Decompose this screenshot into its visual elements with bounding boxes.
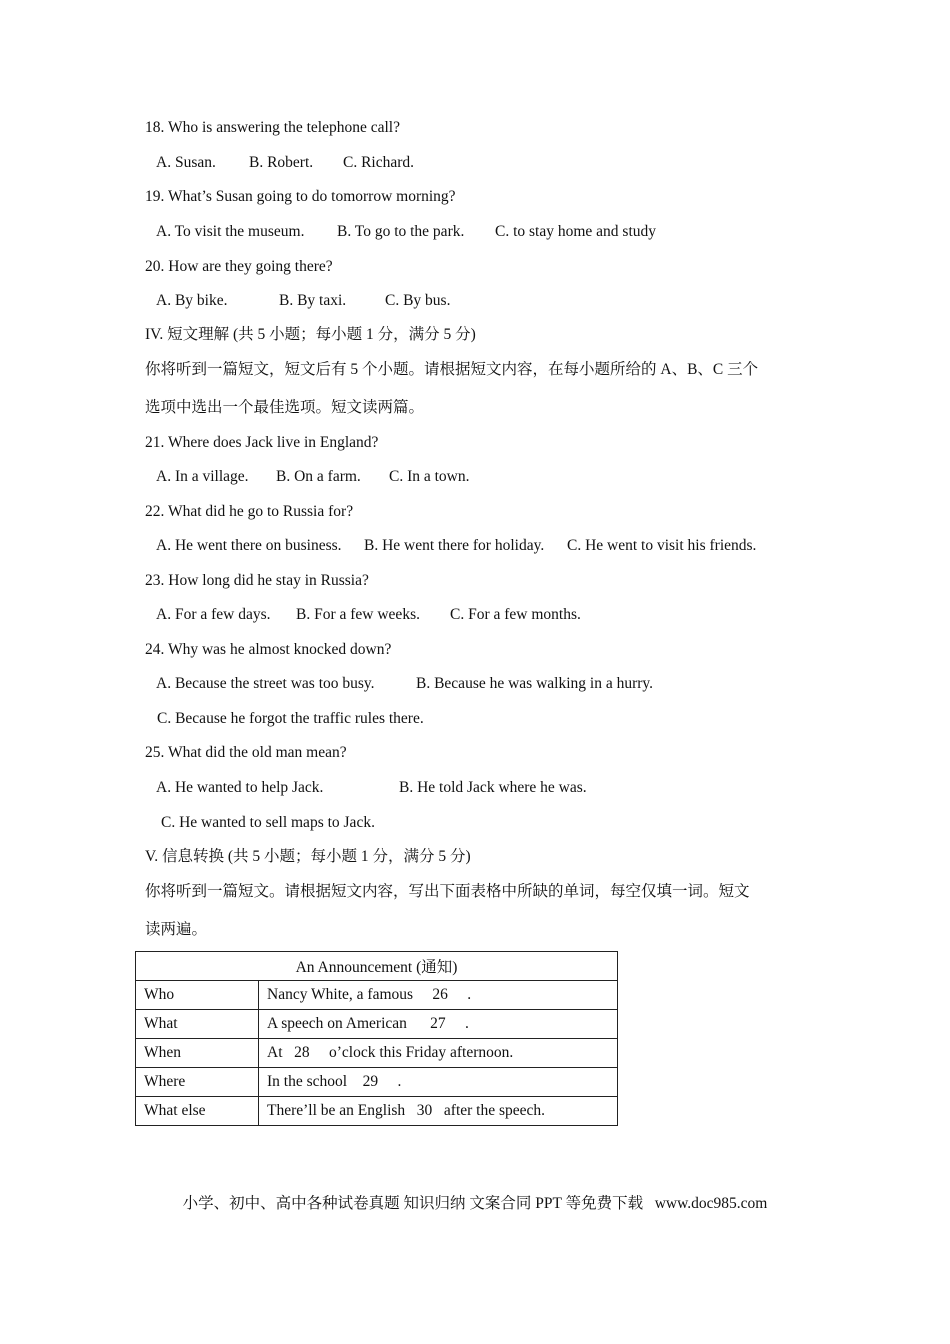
table-header-row <box>136 952 618 981</box>
q23-option-b: B. For a few weeks. <box>296 606 420 623</box>
q19-option-a: A. To visit the museum. <box>156 223 305 240</box>
q24-option-a: A. Because the street was too busy. <box>156 675 375 692</box>
row-content: At 28 o’clock this Friday afternoon. <box>259 1039 618 1068</box>
row-label: Who <box>136 981 259 1010</box>
section-4-instruction-2: 选项中选出一个最佳选项。短文读两篇。 <box>145 399 425 416</box>
q20-option-c: C. By bus. <box>385 292 451 309</box>
q21-option-a: A. In a village. <box>156 468 249 485</box>
question-22: 22. What did he go to Russia for? <box>145 503 354 520</box>
row-content: Nancy White, a famous 26 . <box>259 981 618 1010</box>
row-content: In the school 29 . <box>259 1068 618 1097</box>
row-label: When <box>136 1039 259 1068</box>
q25-option-a: A. He wanted to help Jack. <box>156 779 324 796</box>
q18-option-c: C. Richard. <box>343 154 415 171</box>
q22-option-a: A. He went there on business. <box>156 537 342 554</box>
row-label: What else <box>136 1097 259 1126</box>
section-4-instruction-1: 你将听到一篇短文，短文后有 5 个小题。请根据短文内容，在每小题所给的 A、B、C 三个 <box>145 361 759 378</box>
section-5-instruction-2: 读两遍。 <box>145 921 208 938</box>
question-20: 20. How are they going there? <box>145 258 333 275</box>
section-4-heading: IV. 短文理解 (共 5 小题；每小题 1 分，满分 5 分) <box>145 326 476 343</box>
q19-option-c: C. to stay home and study <box>495 223 657 240</box>
row-label: What <box>136 1010 259 1039</box>
q25-option-b: B. He told Jack where he was. <box>399 779 587 796</box>
q18-option-b: B. Robert. <box>249 154 314 171</box>
question-21: 21. Where does Jack live in England? <box>145 434 379 451</box>
page-footer: 小学、初中、高中各种试卷真题 知识归纳 文案合同 PPT 等免费下载 www.doc985.com <box>182 1195 768 1212</box>
question-25: 25. What did the old man mean? <box>145 744 347 761</box>
q22-option-b: B. He went there for holiday. <box>364 537 545 554</box>
row-label: Where <box>136 1068 259 1097</box>
q21-option-b: B. On a farm. <box>276 468 361 485</box>
q20-option-a: A. By bike. <box>156 292 228 309</box>
q21-option-c: C. In a town. <box>389 468 470 485</box>
q19-option-b: B. To go to the park. <box>337 223 465 240</box>
question-23: 23. How long did he stay in Russia? <box>145 572 369 589</box>
row-content: A speech on American 27 . <box>259 1010 618 1039</box>
table-row <box>136 1010 618 1039</box>
table-row <box>136 981 618 1010</box>
section-5-heading: V. 信息转换 (共 5 小题；每小题 1 分，满分 5 分) <box>145 848 471 865</box>
table-row <box>136 1039 618 1068</box>
announcement-table <box>135 951 618 1126</box>
question-24: 24. Why was he almost knocked down? <box>145 641 392 658</box>
table-row <box>136 1068 618 1097</box>
section-5-instruction-1: 你将听到一篇短文。请根据短文内容，写出下面表格中所缺的单词，每空仅填一词。短文 <box>145 883 750 900</box>
table-title: An Announcement (通知) <box>136 952 618 981</box>
q23-option-c: C. For a few months. <box>450 606 581 623</box>
q24-option-c: C. Because he forgot the traffic rules there. <box>157 710 424 727</box>
q25-option-c: C. He wanted to sell maps to Jack. <box>161 814 375 831</box>
q20-option-b: B. By taxi. <box>279 292 347 309</box>
question-19: 19. What’s Susan going to do tomorrow morning? <box>145 188 456 205</box>
question-18: 18. Who is answering the telephone call? <box>145 119 400 136</box>
q24-option-b: B. Because he was walking in a hurry. <box>416 675 654 692</box>
row-content: There’ll be an English 30 after the speech. <box>259 1097 618 1126</box>
table-row <box>136 1097 618 1126</box>
q23-option-a: A. For a few days. <box>156 606 271 623</box>
q22-option-c: C. He went to visit his friends. <box>567 537 757 554</box>
q18-option-a: A. Susan. <box>156 154 216 171</box>
